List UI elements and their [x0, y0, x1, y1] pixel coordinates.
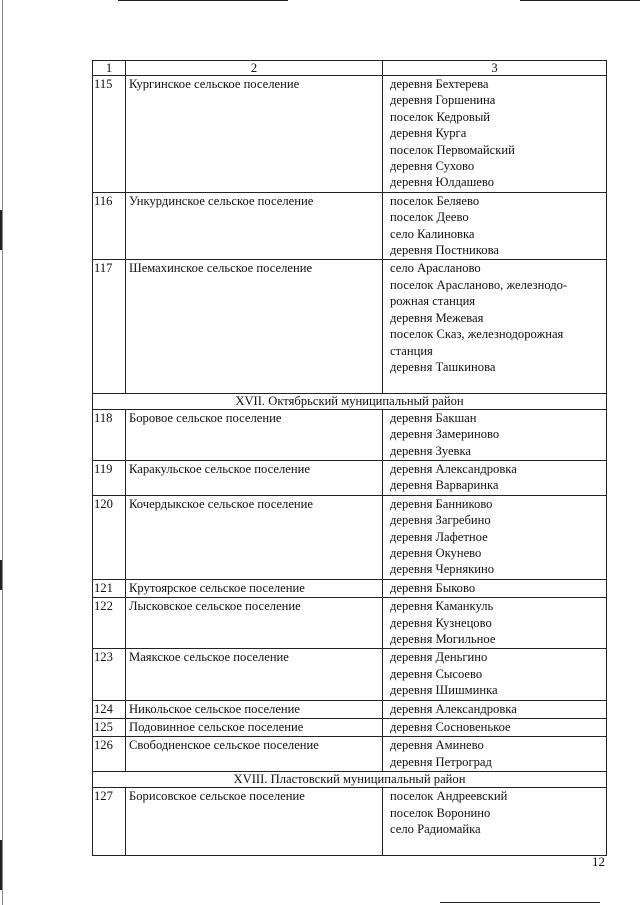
locality-item: деревня Кузнецово — [390, 615, 492, 630]
locality-item: деревня Сосновенькое — [390, 720, 511, 735]
locality-item: деревня Лафетное — [390, 529, 488, 544]
locality-item: деревня Сысоево — [390, 666, 483, 681]
section-header-row — [93, 393, 607, 409]
locality-item: деревня Деньгино — [390, 650, 488, 665]
locality-list — [383, 495, 607, 579]
row-number: 124 — [93, 700, 126, 718]
header-cell-3: 3 — [383, 61, 607, 76]
scan-edge-tick — [0, 560, 2, 590]
scan-bottom-line — [440, 902, 600, 903]
locality-item: рожная станция — [390, 294, 476, 309]
scan-margin-line — [2, 0, 3, 905]
row-number: 115 — [93, 76, 126, 193]
row-number: 116 — [93, 192, 126, 260]
locality-list — [383, 598, 607, 649]
locality-item: деревня Банниково — [390, 496, 493, 511]
locality-item: деревня Постникова — [390, 243, 499, 258]
settlement-row — [93, 737, 607, 772]
settlement-row — [93, 649, 607, 700]
scan-edge-tick — [0, 210, 2, 250]
locality-item: село Арасланово — [390, 261, 481, 276]
settlement-row — [93, 719, 607, 737]
settlement-name: Кургинское сельское поселение — [126, 76, 383, 193]
row-number: 122 — [93, 598, 126, 649]
locality-item: деревня Петроград — [390, 754, 492, 769]
locality-item: деревня Бакшан — [390, 410, 477, 425]
locality-item: поселок Первомайский — [390, 142, 515, 157]
settlement-name: Ункурдинское сельское поселение — [126, 192, 383, 260]
settlement-name: Никольское сельское поселение — [126, 700, 383, 718]
locality-list — [383, 460, 607, 495]
locality-item: село Калиновка — [390, 226, 475, 241]
settlement-name: Каракульское сельское поселение — [126, 460, 383, 495]
locality-list — [383, 76, 607, 193]
settlement-name: Борисовское сельское поселение — [126, 788, 383, 856]
locality-list — [383, 788, 607, 856]
locality-item: село Радиомайка — [390, 822, 481, 837]
settlement-row — [93, 460, 607, 495]
locality-item: деревня Бехтерева — [390, 77, 489, 91]
row-number: 119 — [93, 460, 126, 495]
locality-item: деревня Быково — [390, 580, 476, 595]
settlement-row — [93, 495, 607, 579]
settlement-name: Шемахинское сельское поселение — [126, 260, 383, 393]
locality-list — [383, 737, 607, 772]
header-cell-1: 1 — [93, 61, 126, 76]
locality-list — [383, 700, 607, 718]
locality-item: деревня Замериново — [390, 427, 500, 442]
scan-top-line — [118, 0, 288, 1]
locality-item — [390, 375, 603, 391]
locality-item: станция — [390, 343, 433, 358]
locality-list — [383, 579, 607, 597]
locality-item: деревня Горшенина — [390, 93, 496, 108]
settlement-name: Подовинное сельское поселение — [126, 719, 383, 737]
locality-item: поселок Андреевский — [390, 789, 508, 804]
row-number: 127 — [93, 788, 126, 856]
settlement-name: Боровое сельское поселение — [126, 409, 383, 460]
settlement-row — [93, 409, 607, 460]
locality-list — [383, 649, 607, 700]
locality-list — [383, 192, 607, 260]
settlement-row — [93, 260, 607, 393]
locality-item: деревня Юлдашево — [390, 175, 495, 190]
settlement-row — [93, 788, 607, 856]
settlement-name: Крутоярское сельское поселение — [126, 579, 383, 597]
locality-list — [383, 719, 607, 737]
locality-item: деревня Александровка — [390, 701, 517, 716]
section-header-row — [93, 772, 607, 788]
settlement-row — [93, 700, 607, 718]
row-number: 123 — [93, 649, 126, 700]
settlement-name: Лысковское сельское поселение — [126, 598, 383, 649]
locality-item: деревня Окунево — [390, 545, 482, 560]
locality-item: деревня Шишминка — [390, 683, 498, 698]
scan-edge-tick — [0, 840, 2, 890]
page-number: 12 — [592, 854, 605, 869]
locality-item: деревня Курга — [390, 126, 467, 141]
section-title: XVII. Октябрьский муниципальный район — [93, 393, 607, 409]
locality-item: деревня Зуевка — [390, 443, 472, 458]
row-number: 121 — [93, 579, 126, 597]
row-number: 126 — [93, 737, 126, 772]
locality-item: поселок Кедровый — [390, 109, 491, 124]
settlement-row — [93, 579, 607, 597]
locality-item: деревня Межевая — [390, 310, 484, 325]
locality-item: деревня Загребино — [390, 513, 491, 528]
locality-list — [383, 409, 607, 460]
table-body — [93, 61, 607, 856]
locality-item: поселок Деево — [390, 210, 469, 225]
header-cell-2: 2 — [126, 61, 383, 76]
locality-item — [390, 837, 603, 853]
locality-item: деревня Могильное — [390, 632, 496, 646]
settlement-row — [93, 76, 607, 193]
settlement-row — [93, 598, 607, 649]
locality-item: деревня Варваринка — [390, 478, 499, 493]
locality-item: деревня Сухово — [390, 159, 475, 174]
row-number: 118 — [93, 409, 126, 460]
row-number: 120 — [93, 495, 126, 579]
scan-top-line — [520, 0, 640, 1]
settlement-name: Свободненское сельское поселение — [126, 737, 383, 772]
locality-item: поселок Беляево — [390, 193, 480, 208]
settlements-table — [92, 60, 607, 856]
locality-item: деревня Каманкуль — [390, 599, 494, 614]
table-header-row — [93, 61, 607, 76]
settlement-name: Маякское сельское поселение — [126, 649, 383, 700]
settlement-row — [93, 192, 607, 260]
locality-item: деревня Чернякино — [390, 562, 495, 577]
locality-list — [383, 260, 607, 393]
locality-item: поселок Арасланово, железнодо- — [390, 277, 568, 292]
locality-item: деревня Аминево — [390, 738, 484, 753]
row-number: 125 — [93, 719, 126, 737]
locality-item: деревня Александровка — [390, 461, 517, 476]
locality-item: поселок Воронино — [390, 805, 491, 820]
row-number: 117 — [93, 260, 126, 393]
locality-item: деревня Ташкинова — [390, 359, 496, 374]
settlement-name: Кочердыкское сельское поселение — [126, 495, 383, 579]
section-title: XVIII. Пластовский муниципальный район — [93, 772, 607, 788]
locality-item: поселок Сказ, железнодорожная — [390, 327, 564, 342]
